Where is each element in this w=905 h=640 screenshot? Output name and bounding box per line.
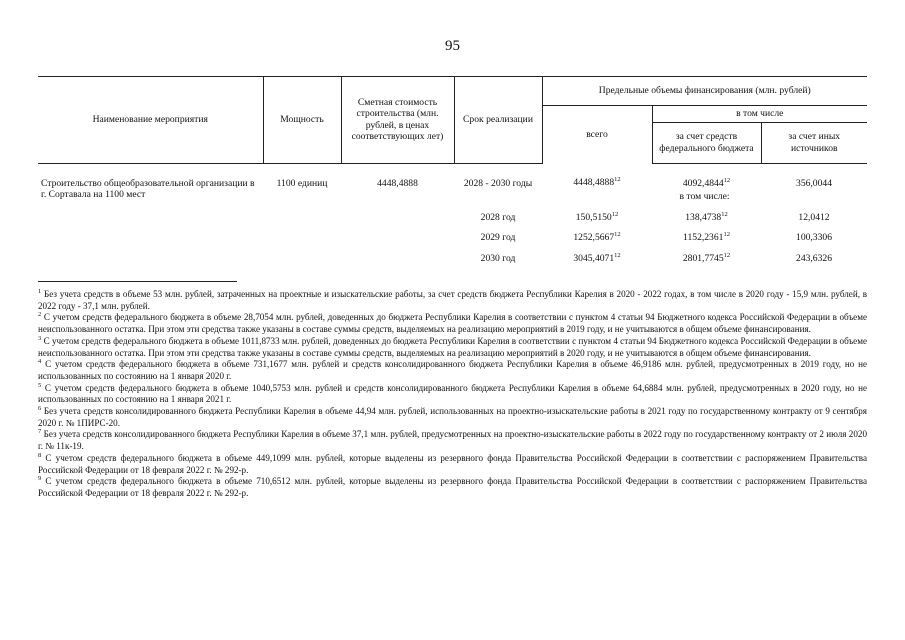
footnote: $^7$ Без учета средств консолидированного бюджета Республики Карелия в объеме 37,1 млн. рублей, предусмотренных на проектно-изыскательские работы в 2022 году по государственному контракту от 2 июля 2020 г. № 11к-19. [38, 428, 867, 452]
header-federal: за счет средств федерального бюджета [652, 122, 761, 163]
footnote: $^3$ С учетом средств федерального бюджета в объеме 1011,8733 млн. рублей, доведенных до бюджета Республики Карелия в соответствии с пунктом 4 статьи 94 Бюджетного кодекса Российской Федерации в объеме неиспользованного остатка. При этом эти средства также указаны в составе суммы средств, выделяемых на реализацию мероприятий в 2020 году, и не учитываются в общем объеме финансирования. [38, 334, 867, 358]
header-period: Срок реализации [454, 77, 542, 164]
header-estimated-cost: Сметная стоимость строительства (млн. рублей, в ценах соответствующих лет) [341, 77, 454, 164]
year-federal: 1152,2361$^{12}$ [683, 230, 730, 243]
table-row [38, 245, 867, 266]
header-financing: Предельные объемы финансирования (млн. рублей) [542, 77, 867, 106]
year-label: 2029 год [480, 232, 516, 243]
year-federal: 138,4738$^{12}$ [685, 210, 728, 223]
header-other: за счет иных источников [761, 122, 867, 163]
header-total: всего [542, 106, 652, 164]
header-name: Наименование мероприятия [38, 77, 263, 164]
footnote-divider [38, 281, 237, 282]
year-other: 12,0412 [798, 211, 830, 223]
year-other: 243,6326 [796, 252, 832, 264]
footnote: $^4$ С учетом средств федерального бюджета в объеме 731,1677 млн. рублей и средств консолидированного бюджета Республики Карелия в объеме 46,9186 млн. рублей, предусмотренных в 2019 году, но не использованных по состоянию на 1 января 2020 г. [38, 358, 867, 381]
row-name: Строительство общеобразовательной организации в г. Сортавала на 1100 мест [41, 177, 255, 200]
footnote: $^9$ С учетом средств федерального бюджета в объеме 710,6512 млн. рублей, которые выделены из резервного фонда Правительства Российской Федерации в соответствии с распоряжением Правительства Российской Федерации от 18 февраля 2022 г. № 292-р. [38, 475, 867, 498]
row-period: 2028 - 2030 годы [463, 177, 533, 189]
year-label: 2028 год [480, 211, 516, 223]
footnote: $^8$ С учетом средств федерального бюджета в объеме 449,1099 млн. рублей, которые выделены из резервного фонда Правительства Российской Федерации в соответствии с распоряжением Правительства Российской Федерации от 18 февраля 2022 г. № 292-р. [38, 451, 867, 475]
table-row [38, 224, 867, 245]
row-total: 4448,4888$^{12}$ [573, 175, 621, 188]
year-total: 3045,4071$^{12}$ [573, 251, 621, 264]
year-other: 100,3306 [796, 232, 832, 243]
row-capacity: 1100 единиц [276, 177, 328, 189]
year-federal: 2801,7745$^{12}$ [682, 251, 731, 264]
row-federal: 4092,4844$^{12}$ [682, 176, 731, 189]
footnotes [38, 289, 867, 500]
footnote: $^6$ Без учета средств консолидированного бюджета Республики Карелия в объеме 44,94 млн. рублей, использованных на проектно-изыскательские работы в 2021 году по государственному контракту от 9 сентября 2020 г. № 1ПИРС-20. [38, 405, 867, 428]
table-row [38, 204, 867, 225]
footnote: $^1$ Без учета средств в объеме 53 млн. рублей, затраченных на проектные и изыскательские работы, за счет средств бюджета Республики Карелия в 2020 - 2022 годах, в том числе в 2020 году - 15,9 млн. рублей, в 2022 году - 37,1 млн. рублей. [38, 287, 867, 311]
footnote: $^2$ С учетом средств федерального бюджета в объеме 28,7054 млн. рублей, доведенных до бюджета Республики Карелия в соответствии с пунктом 4 статьи 94 Бюджетного кодекса Российской Федерации в объеме неиспользованного остатка. При этом эти средства также указаны в составе суммы средств, выделяемых на реализацию мероприятий в 2019 году, и не учитываются в общем объеме финансирования. [38, 311, 867, 335]
year-total: 1252,5667$^{12}$ [573, 230, 621, 243]
year-total: 150,5150$^{12}$ [575, 210, 619, 223]
footnote: $^5$ С учетом средств федерального бюджета в объеме 1040,5753 млн. рублей и средств консолидированного бюджета Республики Карелия в объеме 64,6884 млн. рублей, предусмотренных в 2020 году, но не использованных по состоянию на 1 января 2021 г. [38, 381, 867, 405]
including-label: в том числе: [679, 191, 730, 202]
year-label: 2030 год [480, 252, 516, 264]
page-number: 95 [445, 38, 460, 54]
header-including: в том числе [652, 106, 867, 123]
row-estimated-cost: 4448,4888 [377, 177, 418, 189]
financing-table [38, 76, 867, 265]
table-row [38, 163, 867, 190]
row-other: 356,0044 [796, 177, 832, 189]
header-capacity: Мощность [263, 77, 341, 164]
